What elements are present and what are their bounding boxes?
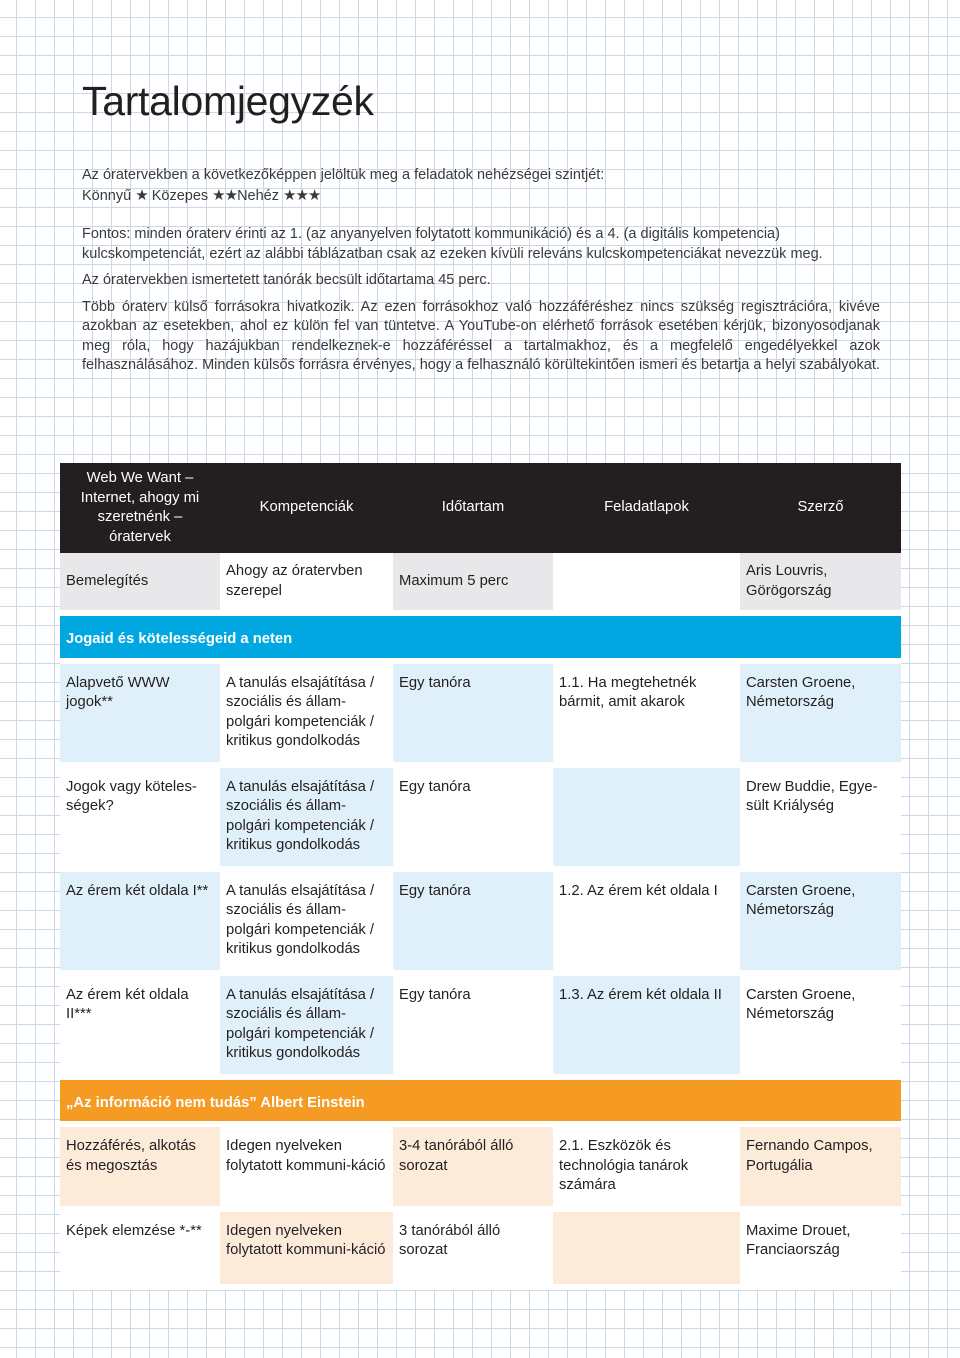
- table-row: [60, 1212, 901, 1290]
- header-worksheets: Feladatlapok: [553, 463, 740, 553]
- lesson-competence: Idegen nyelveken folytatott kommuni-káció: [220, 1127, 393, 1212]
- lesson-author: Fernando Campos, Portugália: [740, 1127, 901, 1212]
- page-title: Tartalomjegyzék: [82, 78, 374, 124]
- lesson-title: Képek elemzése *-**: [60, 1212, 220, 1290]
- lesson-worksheet: [553, 768, 740, 872]
- star-icon: ★★★: [283, 185, 321, 204]
- table-row: [60, 976, 901, 1080]
- lesson-title: Jogok vagy köteles-ségek?: [60, 768, 220, 872]
- lesson-author: Carsten Groene, Németország: [740, 664, 901, 768]
- lesson-author: Carsten Groene, Németország: [740, 976, 901, 1080]
- table-row: [60, 1127, 901, 1212]
- warmup-row: [60, 553, 901, 616]
- lesson-author: Drew Buddie, Egye-sült Kriálység: [740, 768, 901, 872]
- lesson-competence: Ahogy az óratervben szerepel: [220, 553, 393, 616]
- lesson-competence: A tanulás elsajátítása / szociális és állam-polgári kompetenciák / kritikus gondolkodás: [220, 768, 393, 872]
- lesson-duration: Maximum 5 perc: [393, 553, 553, 616]
- star-icon: ★: [135, 185, 148, 204]
- lesson-title: Az érem két oldala II***: [60, 976, 220, 1080]
- lesson-author: Maxime Drouet, Franciaország: [740, 1212, 901, 1290]
- lesson-title: Az érem két oldala I**: [60, 872, 220, 976]
- table-row: [60, 664, 901, 768]
- lesson-competence: A tanulás elsajátítása / szociális és állam-polgári kompetenciák / kritikus gondolkodás: [220, 664, 393, 768]
- table-row: [60, 872, 901, 976]
- section-header: [60, 1080, 901, 1128]
- difficulty-legend: [82, 186, 880, 207]
- lesson-worksheet: [553, 1212, 740, 1290]
- section-title: Jogaid és kötelességeid a neten: [60, 616, 901, 664]
- table-header-row: [60, 463, 901, 553]
- lesson-duration: Egy tanóra: [393, 664, 553, 768]
- header-author: Szerző: [740, 463, 901, 553]
- sources-note: Több óraterv külső forrásokra hivatkozik. Az ezen forrásokhoz való hozzáféréshez nincs szükség regisztrációra, kivéve azokban az esetekben, ahol ez külön fel van tüntetve. A YouTube-on elérhető források esetében kérjük, bizonyosodjanak meg róla, hogy hazájukban rendelkeznek-e hozzáféréssel a tartalmakhoz, és a megfelelő engedélyekkel azok felhasználásához. Minden külsős forrásra érvényes, hogy a felhasználó körültekintően ismeri és betartja a helyi szabályokat.: [82, 298, 880, 373]
- intro-text: [82, 166, 880, 376]
- section-title: „Az információ nem tudás” Albert Einstein: [60, 1080, 901, 1128]
- lesson-competence: A tanulás elsajátítása / szociális és állam-polgári kompetenciák / kritikus gondolkodás: [220, 976, 393, 1080]
- header-competences: Kompetenciák: [220, 463, 393, 553]
- lesson-title: Bemelegítés: [60, 553, 220, 616]
- lesson-duration: 3-4 tanórából álló sorozat: [393, 1127, 553, 1212]
- difficulty-hard-label: Nehéz: [237, 187, 279, 204]
- contents-table: [60, 463, 901, 1290]
- difficulty-medium-label: Közepes: [151, 187, 209, 204]
- lesson-author: Aris Louvris, Görögország: [740, 553, 901, 616]
- lesson-title: Alapvető WWW jogok**: [60, 664, 220, 768]
- header-duration: Időtartam: [393, 463, 553, 553]
- competence-note: Fontos: minden óraterv érinti az 1. (az anyanyelven folytatott kommunikáció) és a 4. (a digitális kompetencia) kulcskompetenciát, ezért az alábbi táblázatban csak az ezeken kívüli releváns kulcskompetenciákat nevezzük meg.: [82, 226, 823, 262]
- lesson-worksheet: 2.1. Eszközök és technológia tanárok számára: [553, 1127, 740, 1212]
- lesson-worksheet: 1.2. Az érem két oldala I: [553, 872, 740, 976]
- lesson-competence: A tanulás elsajátítása / szociális és állam-polgári kompetenciák / kritikus gondolkodás: [220, 872, 393, 976]
- difficulty-description: Az óratervekben a következőképpen jelöltük meg a feladatok nehézségei szintjét:: [82, 167, 605, 183]
- lesson-worksheet: [553, 553, 740, 616]
- lesson-duration: Egy tanóra: [393, 768, 553, 872]
- lesson-author: Carsten Groene, Németország: [740, 872, 901, 976]
- table-row: [60, 768, 901, 872]
- section-header: [60, 616, 901, 664]
- lesson-worksheet: 1.3. Az érem két oldala II: [553, 976, 740, 1080]
- star-icon: ★★: [212, 185, 238, 204]
- lesson-competence: Idegen nyelveken folytatott kommuni-káció: [220, 1212, 393, 1290]
- lesson-title: Hozzáférés, alkotás és megosztás: [60, 1127, 220, 1212]
- lesson-worksheet: 1.1. Ha megtehetnék bármit, amit akarok: [553, 664, 740, 768]
- lesson-duration: Egy tanóra: [393, 872, 553, 976]
- header-lesson-plans: Web We Want – Internet, ahogy mi szeretnénk – óratervek: [60, 463, 220, 553]
- difficulty-easy-label: Könnyű: [82, 187, 132, 204]
- lesson-duration: Egy tanóra: [393, 976, 553, 1080]
- duration-note: Az óratervekben ismertetett tanórák becsült időtartama 45 perc.: [82, 272, 491, 288]
- lesson-duration: 3 tanórából álló sorozat: [393, 1212, 553, 1290]
